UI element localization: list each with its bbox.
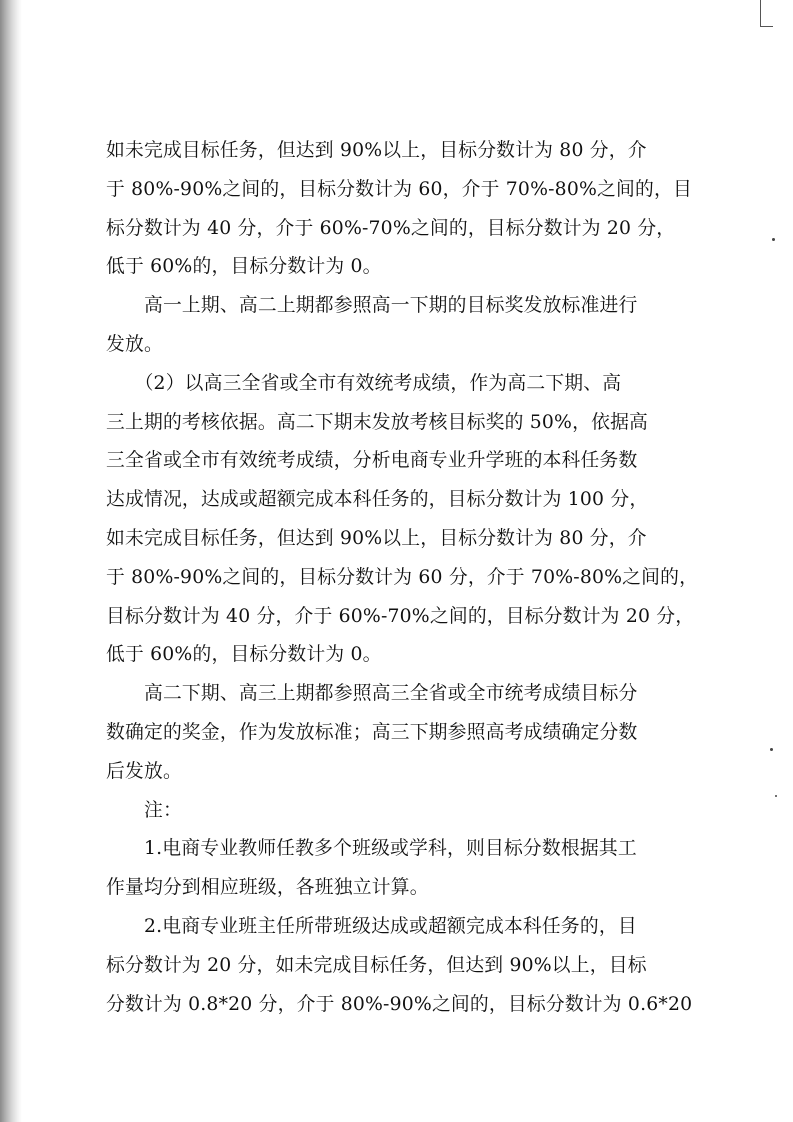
scan-shadow-left-edge <box>0 0 22 1122</box>
text-line: 高二下期、高三上期都参照高三全省或全市统考成绩目标分 <box>106 683 638 705</box>
scan-speck <box>772 238 775 241</box>
text-line: 于 80%-90%之间的，目标分数计为 60，介于 70%-80%之间的，目 <box>106 178 692 200</box>
text-line: 分数计为 0.8*20 分，介于 80%-90%之间的，目标分数计为 0.6*20 <box>106 993 693 1015</box>
text-line: 标分数计为 40 分，介于 60%-70%之间的，目标分数计为 20 分， <box>106 217 676 239</box>
text-line: 达成情况，达成或超额完成本科任务的，目标分数计为 100 分， <box>106 489 649 511</box>
text-line: 低于 60%的，目标分数计为 0。 <box>106 256 382 278</box>
scan-speck <box>775 795 777 797</box>
text-line: 于 80%-90%之间的，目标分数计为 60 分，介于 70%-80%之间的， <box>106 566 699 588</box>
scan-corner-mark <box>760 0 773 27</box>
text-line: 2.电商专业班主任所带班级达成或超额完成本科任务的，目 <box>106 915 637 937</box>
text-line: 低于 60%的，目标分数计为 0。 <box>106 644 382 666</box>
text-line: 1.电商专业教师任教多个班级或学科，则目标分数根据其工 <box>106 838 637 860</box>
text-line: 目标分数计为 40 分，介于 60%-70%之间的，目标分数计为 20 分， <box>106 605 695 627</box>
text-line: 发放。 <box>106 333 163 355</box>
document-body <box>106 132 699 1024</box>
text-line: 注： <box>106 799 182 821</box>
text-line: 如未完成目标任务，但达到 90%以上，目标分数计为 80 分，介 <box>106 140 647 161</box>
text-line: 如未完成目标任务，但达到 90%以上，目标分数计为 80 分，介 <box>106 527 647 549</box>
text-line: 高一上期、高二上期都参照高一下期的目标奖发放标准进行 <box>106 295 638 317</box>
text-line: 三全省或全市有效统考成绩，分析电商专业升学班的本科任务数 <box>106 450 638 472</box>
text-line: 数确定的奖金，作为发放标准；高三下期参照高考成绩确定分数 <box>106 721 638 743</box>
scan-speck <box>770 748 773 751</box>
text-line: （2）以高三全省或全市有效统考成绩，作为高二下期、高 <box>106 372 622 394</box>
text-line: 后发放。 <box>106 760 182 782</box>
text-line: 作量均分到相应班级，各班独立计算。 <box>106 877 429 899</box>
text-line: 标分数计为 20 分，如未完成目标任务，但达到 90%以上，目标 <box>106 954 647 976</box>
text-line: 三上期的考核依据。高二下期末发放考核目标奖的 50%，依据高 <box>106 411 649 433</box>
